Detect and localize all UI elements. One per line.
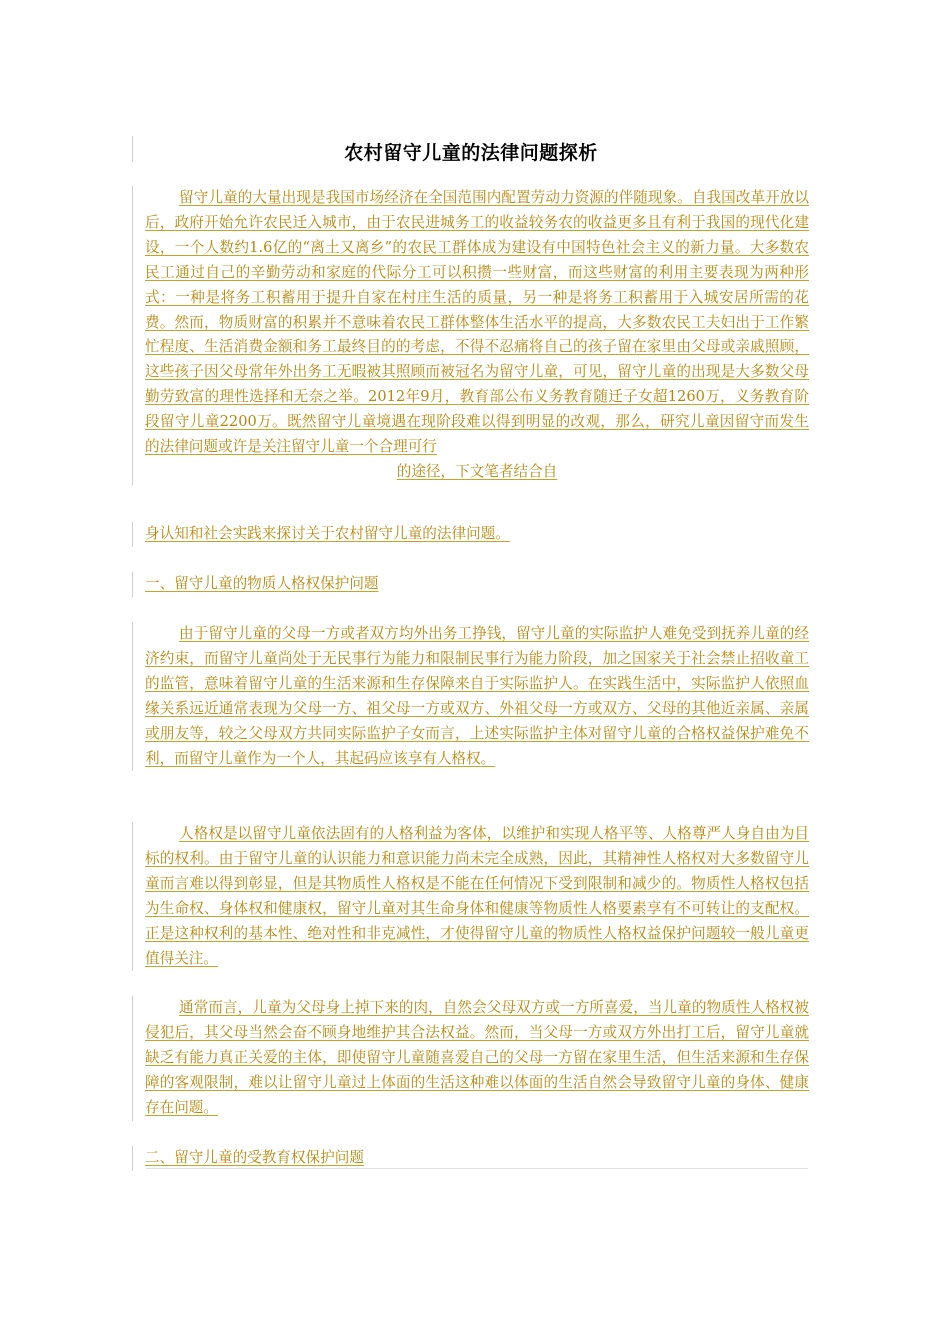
section1-paragraph-2-text: 人格权是以留守儿童依法固有的人格利益为客体，以维护和实现人格平等、人格尊严人身自由为目标的权利。由于留守儿童的认识能力和意识能力尚未完全成熟，因此，其精神性人格权对大多数留守儿童而言难以得到彰显，但是其物质性人格权是不能在任何情况下受到限制和减少的。物质性人格权包括为生命权、身体权和健康权，留守儿童对其生命身体和健康等物质性人格要素享有不可转让的支配权。正是这种权利的基本性、绝对性和非克减性，才使得留守儿童的物质性人格权益保护问题较一般儿童更值得关注。 [145, 825, 809, 967]
section1-para1-block [132, 622, 809, 771]
section1-heading [133, 572, 809, 597]
intro-last-line: 的途径，下文笔者结合自 [396, 462, 558, 480]
continuation-block [132, 522, 809, 547]
section1-para3-block [132, 996, 809, 1121]
intro-text: 留守儿童的大量出现是我国市场经济在全国范围内配置劳动力资源的伴随现象。自我国改革开放以后，政府开始允许农民迁入城市，由于农民进城务工的收益较务农的收益更多且有利于我国的现代化建设，一个人数约1.6亿的“离土又离乡”的农民工群体成为建设有中国特色社会主义的新力量。大多数农民工通过自己的辛勤劳动和家庭的代际分工可以积攒一些财富，而这些财富的利用主要表现为两种形式：一种是将务工积蓄用于提升自家在村庄生活的质量，另一种是将务工积蓄用于入城安居所需的花费。然而，物质财富的积累并不意味着农民工群体整体生活水平的提高，大多数农民工夫妇出于工作繁忙程度、生活消费金额和务工最终目的的考虑，不得不忍痛将自己的孩子留在家里由父母或亲戚照顾，这些孩子因父母常年外出务工无暇被其照顾而被冠名为留守儿童，可见，留守儿童的出现是大多数父母勤劳致富的理性选择和无奈之举。2012年9月，教育部公布义务教育随迁子女超1260万，义务教育阶段留守儿童2200万。既然留守儿童境遇在现阶段难以得到明显的改观，那么，研究儿童因留守而发生的法律问题或许是关注留守儿童一个合理可行 [145, 189, 809, 456]
section1-paragraph-1 [133, 622, 809, 771]
document-title: 农村留守儿童的法律问题探析 [344, 142, 598, 164]
title-row [132, 136, 809, 162]
section1-paragraph-1-text: 由于留守儿童的父母一方或者双方均外出务工挣钱，留守儿童的实际监护人难免受到抚养儿童的经济约束，而留守儿童尚处于无民事行为能力和限制民事行为能力阶段，加之国家关于社会禁止招收童工的监管，意味着留守儿童的生活来源和生存保障来自于实际监护人。在实践生活中，实际监护人依照血缘关系远近通常表现为父母一方、祖父母一方或双方、外祖父母一方或双方、父母的其他近亲属、亲属或朋友等，较之父母双方共同实际监护子女而言，上述实际监护主体对留守儿童的合格权益保护难免不利，而留守儿童作为一个人，其起码应该享有人格权。 [145, 625, 809, 767]
section1-para2-block [132, 822, 809, 971]
section1-heading-block [132, 572, 809, 597]
intro-block [132, 186, 809, 485]
section1-heading-text: 一、留守儿童的物质人格权保护问题 [145, 575, 379, 592]
continuation-line: 身认知和社会实践来探讨关于农村留守儿童的法律问题。 [145, 525, 510, 542]
section1-paragraph-2 [133, 822, 809, 971]
section2-heading-text: 二、留守儿童的受教育权保护问题 [145, 1149, 364, 1166]
section1-paragraph-3-text: 通常而言，儿童为父母身上掉下来的肉，自然会父母双方或一方所喜爱，当儿童的物质性人格权被侵犯后，其父母当然会奋不顾身地维护其合法权益。然而，当父母一方或双方外出打工后，留守儿童就缺乏有能力真正关爱的主体，即使留守儿童随喜爱自己的父母一方留在家里生活，但生活来源和生存保障的客观限制，难以让留守儿童过上体面的生活这种难以体面的生活自然会导致留守儿童的身体、健康存在问题。 [145, 999, 809, 1116]
section1-paragraph-3 [133, 996, 809, 1121]
intro-paragraph [133, 186, 809, 460]
bottom-divider [146, 1168, 808, 1169]
